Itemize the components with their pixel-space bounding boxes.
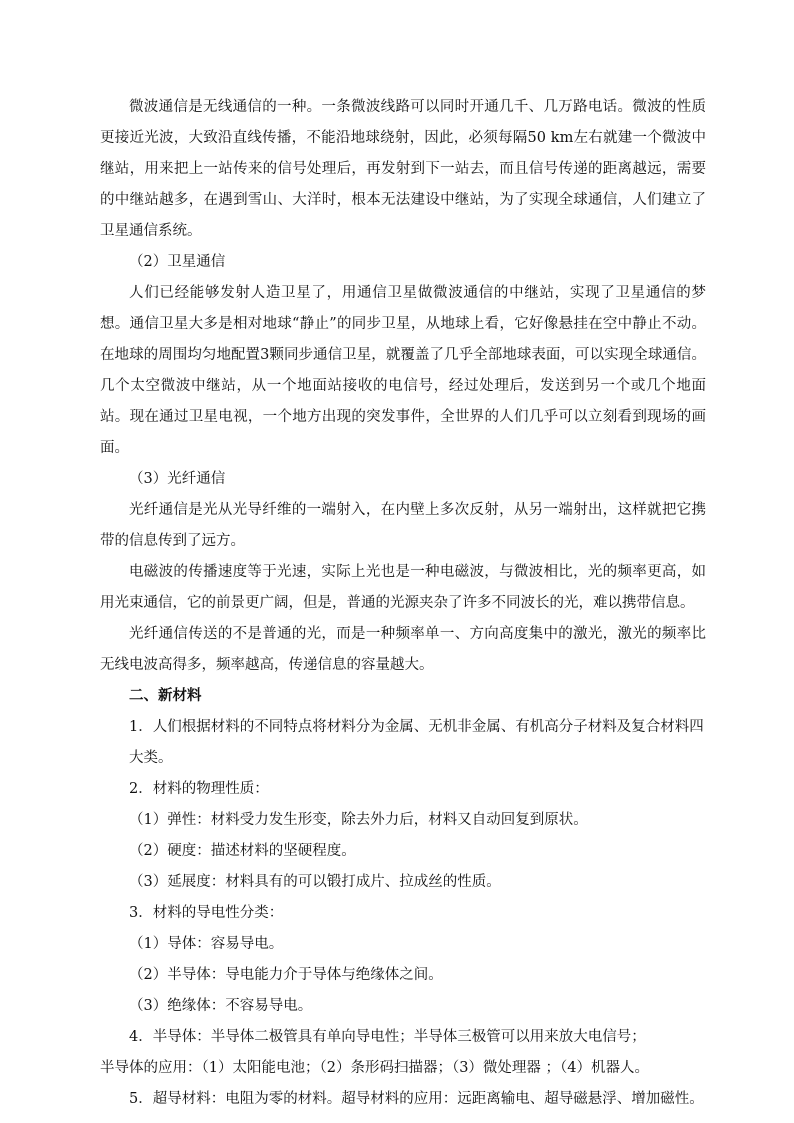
list-item-hardness: （2）硬度：描述材料的坚硬程度。	[129, 843, 356, 859]
section-heading-new-materials: 二、新材料	[129, 688, 202, 704]
subheading-fiber: （3）光纤通信	[129, 471, 226, 487]
document-body	[100, 92, 706, 1115]
list-item-conductivity: 3．材料的导电性分类：	[129, 905, 284, 921]
list-item-semiconductor: （2）半导体：导电能力介于导体与绝缘体之间。	[129, 967, 443, 983]
list-item-insulator: （3）绝缘体：不容易导电。	[129, 998, 313, 1014]
paragraph-light-wave: 电磁波的传播速度等于光速，实际上光也是一种电磁波，与微波相比，光的频率更高，如用光束通信，它的前景更广阔，但是，普通的光源夹杂了许多不同波长的光，难以携带信息。	[100, 564, 706, 611]
list-item-semiconductor-applications: 半导体的应用：（1）太阳能电池；（2）条形码扫描器；（3）微处理器 ；（4）机器人。	[100, 1060, 650, 1076]
list-item-material-classes: 1．人们根据材料的不同特点将材料分为金属、无机非金属、有机高分子材料及复合材料四大类。	[129, 719, 704, 766]
list-item-semiconductor-devices: 4．半导体：半导体二极管具有单向导电性；半导体三极管可以用来放大电信号；	[129, 1029, 646, 1045]
list-item-elasticity: （1）弹性：材料受力发生形变，除去外力后，材料又自动回复到原状。	[129, 812, 588, 828]
list-item-ductility: （3）延展度：材料具有的可以锻打成片、拉成丝的性质。	[129, 874, 501, 890]
paragraph-microwave: 微波通信是无线通信的一种。一条微波线路可以同时开通几千、几万路电话。微波的性质更接近光波，大致沿直线传播，不能沿地球绕射，因此，必须每隔50 km左右就建一个微波中继站，用来把上一站传来的信号处理后，再发射到下一站去，而且信号传递的距离越远，需要的中继站越多，在遇到雪山、大洋时，根本无法建设中继站，为了实现全球通信，人们建立了卫星通信系统。	[100, 99, 706, 239]
subheading-satellite: （2）卫星通信	[129, 254, 226, 270]
list-item-conductor: （1）导体：容易导电。	[129, 936, 284, 952]
list-item-physical-properties: 2．材料的物理性质：	[129, 781, 269, 797]
list-item-superconductor: 5．超导材料：电阻为零的材料。超导材料的应用：远距离输电、超导磁悬浮、增加磁性。	[129, 1091, 704, 1107]
paragraph-fiber: 光纤通信是光从光导纤维的一端射入，在内壁上多次反射，从另一端射出，这样就把它携带的信息传到了远方。	[100, 502, 706, 549]
paragraph-satellite: 人们已经能够发射人造卫星了，用通信卫星做微波通信的中继站，实现了卫星通信的梦想。通信卫星大多是相对地球“静止”的同步卫星，从地球上看，它好像悬挂在空中静止不动。在地球的周围均匀地配置3颗同步通信卫星，就覆盖了几乎全部地球表面，可以实现全球通信。几个太空微波中继站，从一个地面站接收的电信号，经过处理后，发送到另一个或几个地面站。现在通过卫星电视，一个地方出现的突发事件，全世界的人们几乎可以立刻看到现场的画面。	[100, 285, 706, 456]
paragraph-laser: 光纤通信传送的不是普通的光，而是一种频率单一、方向高度集中的激光，激光的频率比无线电波高得多，频率越高，传递信息的容量越大。	[100, 626, 706, 673]
